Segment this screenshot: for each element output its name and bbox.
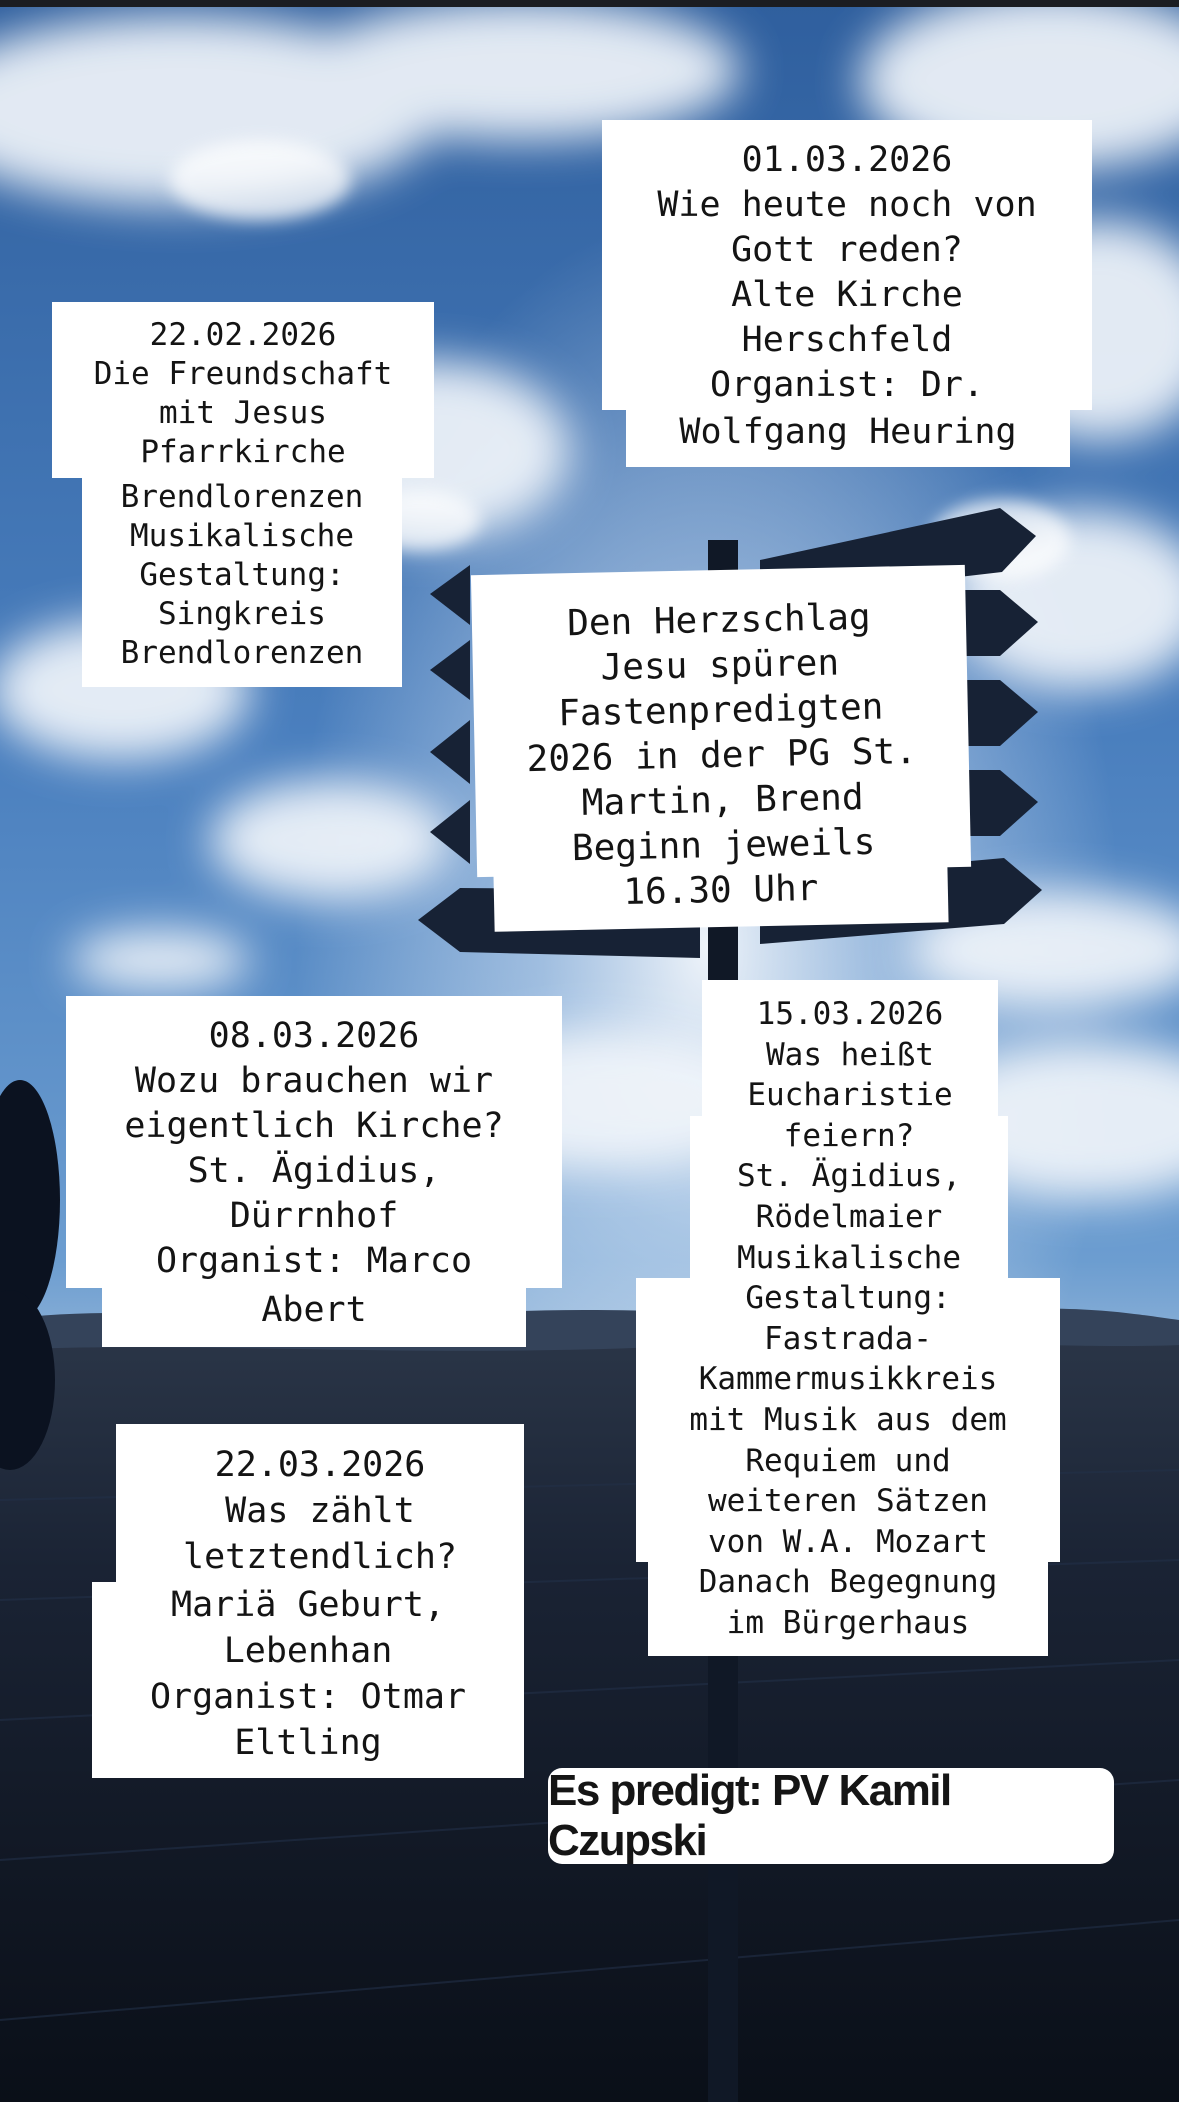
card-text-line: 2026 in der PG St. [526, 730, 918, 781]
card-lower-block [102, 1288, 526, 1347]
card-text-line: Pfarrkirche [140, 434, 346, 470]
card-text-line: von W.A. Mozart [708, 1523, 988, 1560]
sermon-card-2026-03-08 [66, 996, 562, 1347]
card-text-line: Danach Begegnung [698, 1564, 998, 1601]
card-text-line: Fastrada- [764, 1320, 932, 1357]
card-text-line: im Bürgerhaus [726, 1604, 970, 1641]
card-text-line: Was heißt [766, 1036, 934, 1073]
card-text-line: Gestaltung: [139, 557, 345, 593]
sermon-card-2026-03-15 [636, 980, 1060, 1656]
card-upper-block [66, 996, 562, 1288]
series-title-line: Jesu spüren [600, 642, 840, 689]
sermon-card-2026-03-01 [602, 120, 1092, 467]
card-text-line: St. Ägidius, [187, 1151, 441, 1191]
card-text-line: Organist: Dr. [710, 365, 984, 405]
card-text-line: Wozu brauchen wir [134, 1061, 494, 1101]
card-text-line: Alte Kirche [731, 275, 963, 315]
card-date: 08.03.2026 [208, 1016, 420, 1056]
card-text-line: Musikalische [737, 1239, 961, 1276]
card-text-line: weiteren Sätzen [708, 1483, 988, 1520]
card-lower-block [92, 1582, 524, 1778]
card-text-line: mit Musik aus dem [689, 1401, 1007, 1438]
top-edge-bar [0, 0, 1179, 7]
card-text-line: feiern? [783, 1117, 915, 1154]
card-text-line: Was zählt [225, 1491, 415, 1531]
card-text-line: Abert [261, 1290, 367, 1330]
card-text-line: Martin, Brend [581, 777, 864, 824]
card-upper-block [116, 1424, 524, 1582]
card-text-line: Eucharistie [747, 1077, 953, 1114]
card-text-line: Wolfgang Heuring [679, 412, 1017, 452]
card-text-line: Gestaltung: [745, 1280, 951, 1317]
card-lower-block [493, 863, 948, 931]
card-text-line: Organist: Marco [155, 1241, 473, 1281]
series-title-line: Den Herzschlag [566, 596, 872, 645]
series-intro-card [470, 570, 974, 927]
card-text-line: Lebenhan [223, 1631, 393, 1671]
card-text-line: Organist: Otmar [149, 1677, 467, 1717]
card-text-line: Beginn jeweils [571, 821, 876, 870]
card-text-line: letztendlich? [183, 1537, 457, 1577]
card-text-line: Kammermusikkreis [698, 1361, 998, 1398]
card-text-line: Herschfeld [741, 320, 953, 360]
card-upper-block [602, 120, 1092, 410]
card-text-line: Die Freundschaft [93, 356, 393, 392]
sermon-card-2026-03-22 [92, 1424, 524, 1778]
card-upper-block [52, 302, 434, 478]
card-text-line: Singkreis [158, 596, 326, 632]
card-date: 15.03.2026 [756, 996, 944, 1032]
card-text-line: Eltling [234, 1723, 382, 1763]
card-date: 22.02.2026 [149, 317, 337, 353]
card-text-line: St. Ägidius, [737, 1158, 961, 1195]
card-text-line: Dürrnhof [229, 1196, 399, 1236]
card-block-4 [648, 1562, 1048, 1655]
card-block-3 [636, 1278, 1060, 1562]
card-text-line: Fastenpredigten [557, 686, 884, 735]
sermon-card-2026-02-22 [52, 302, 434, 687]
card-text-line: Wie heute noch von [657, 185, 1037, 225]
card-upper-block [471, 565, 971, 877]
preacher-label: Es predigt: PV Kamil Czupski [548, 1768, 1114, 1864]
card-text-line: Requiem und [745, 1442, 951, 1479]
card-lower-block [82, 478, 402, 687]
card-text-line: Rödelmaier [755, 1198, 943, 1235]
card-lower-block [626, 410, 1070, 467]
card-block-1 [702, 980, 998, 1116]
card-text-line: Mariä Geburt, [171, 1585, 445, 1625]
card-text-line: eigentlich Kirche? [124, 1106, 504, 1146]
card-text-line: Gott reden? [731, 230, 963, 270]
card-text-line: mit Jesus [159, 395, 327, 431]
card-date: 22.03.2026 [214, 1445, 426, 1485]
card-text-line: Brendlorenzen [120, 635, 364, 671]
card-text-line: Musikalische [130, 518, 354, 554]
card-text-line: Brendlorenzen [120, 479, 364, 515]
card-block-2 [690, 1116, 1008, 1278]
card-date: 01.03.2026 [741, 140, 953, 180]
start-time: 16.30 Uhr [622, 867, 819, 914]
